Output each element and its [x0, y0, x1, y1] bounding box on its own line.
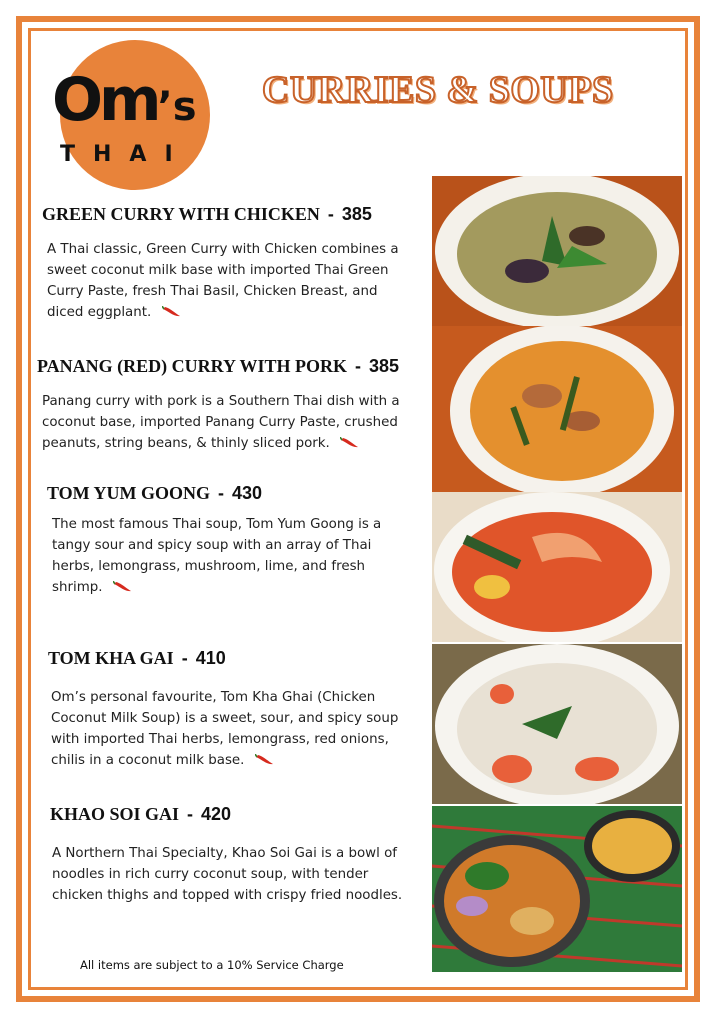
item-description-text: Om’s personal favourite, Tom Kha Ghai (Chicken Coconut Milk Soup) is a sweet, sour, and spicy soup with imported Thai herbs, lemongrass, red onions, chilis in a coconut milk base.	[51, 690, 399, 768]
item-heading	[47, 483, 427, 504]
item-price: 420	[201, 804, 232, 824]
photo-tom-kha-gai	[432, 644, 682, 804]
item-heading	[48, 648, 428, 669]
logo-word: Om	[52, 65, 158, 135]
footer-note: All items are subject to a 10% Service Charge	[80, 958, 344, 972]
item-separator: -	[327, 204, 334, 224]
item-heading	[50, 804, 430, 825]
item-separator: -	[187, 804, 194, 824]
menu-item	[48, 648, 428, 771]
item-separator: -	[181, 648, 188, 668]
item-name: TOM KHA GAI	[48, 648, 174, 668]
item-description	[47, 514, 397, 598]
chili-icon	[162, 306, 182, 318]
item-description-text: The most famous Thai soup, Tom Yum Goong is a tangy sour and spicy soup with an array of Thai herbs, lemongrass, mushroom, lime, and fresh shrimp.	[52, 517, 382, 595]
menu-item	[42, 204, 422, 323]
menu-item	[47, 483, 427, 598]
logo-wordmark	[52, 65, 222, 137]
item-name: KHAO SOI GAI	[50, 804, 180, 824]
item-description-text: Panang curry with pork is a Southern Thai dish with a coconut base, imported Panang Curry Paste, crushed peanuts, string beans, & thinly sliced pork.	[42, 394, 400, 451]
item-description	[50, 843, 422, 906]
item-description	[37, 391, 422, 454]
item-name: PANANG (RED) CURRY WITH PORK	[37, 356, 348, 376]
item-separator: -	[218, 483, 224, 503]
menu-item	[37, 356, 432, 454]
item-price: 410	[195, 648, 226, 668]
item-price: 385	[369, 356, 400, 376]
item-price: 430	[232, 483, 263, 503]
photo-panang-curry	[432, 326, 682, 492]
item-heading	[42, 204, 422, 225]
item-name: TOM YUM GOONG	[47, 483, 210, 503]
photo-tom-yum-goong	[432, 492, 682, 642]
item-name: GREEN CURRY WITH CHICKEN	[42, 204, 320, 224]
menu-item	[50, 804, 430, 906]
chili-icon	[340, 437, 360, 449]
item-description-text: A Northern Thai Specialty, Khao Soi Gai is a bowl of noodles in rich curry coconut soup, with tender chicken thighs and topped with crispy fried noodles.	[52, 846, 403, 903]
chili-icon	[113, 581, 133, 593]
item-description	[48, 687, 411, 771]
brand-logo	[52, 40, 212, 190]
item-heading	[37, 356, 432, 377]
page-title: CURRIES & SOUPS	[262, 69, 614, 111]
logo-apos: ’s	[157, 84, 197, 130]
item-price: 385	[341, 204, 372, 224]
chili-icon	[255, 754, 275, 766]
item-description	[42, 239, 407, 323]
item-separator: -	[355, 356, 362, 376]
photo-khao-soi-gai	[432, 806, 682, 972]
logo-subtitle: THAI	[60, 142, 191, 167]
photo-green-curry	[432, 176, 682, 326]
item-description-text: A Thai classic, Green Curry with Chicken combines a sweet coconut milk base with imported Thai Green Curry Paste, fresh Thai Basil, Chicken Breast, and diced eggplant.	[47, 242, 399, 320]
